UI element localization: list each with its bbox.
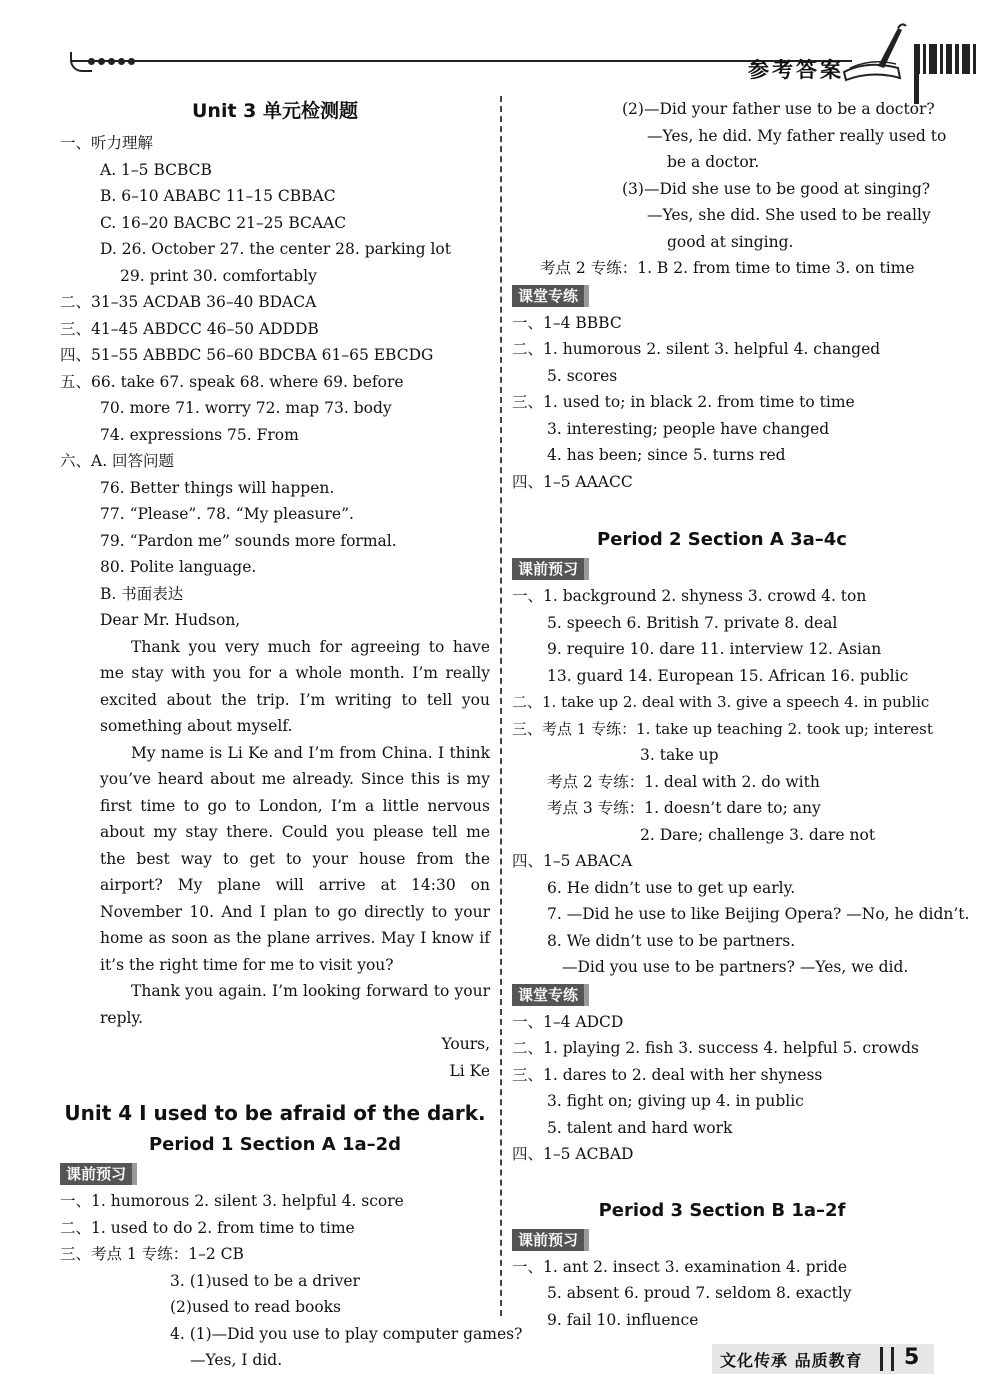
answer-line: B. 6–10 ABABC 11–15 CBBAC: [100, 187, 336, 205]
answer-line: 四、51–55 ABBDC 56–60 BDCBA 61–65 EBCDG: [60, 346, 434, 364]
answer-line: 三、1. used to; in black 2. from time to time: [512, 393, 855, 411]
answer-line: 29. print 30. comfortably: [120, 266, 317, 285]
header-dots-ornament: [88, 50, 148, 60]
letter-paragraph: Thank you again. I’m looking forward to your reply.: [100, 982, 490, 1027]
answer-line: A. 1–5 BCBCB: [100, 160, 212, 179]
footer-banner: [712, 1344, 934, 1374]
period3-title: Period 3 Section B 1a–2f: [598, 1199, 846, 1221]
answer-line: B. 书面表达: [100, 584, 184, 603]
preview-tag: 课前预习: [512, 558, 589, 580]
answer-line: 3. (1)used to be a driver: [170, 1271, 360, 1290]
answer-line: 四、1–5 AAACC: [512, 472, 633, 491]
answer-line: 5. speech 6. British 7. private 8. deal: [547, 613, 838, 632]
answer-line: 2. Dare; challenge 3. dare not: [640, 825, 876, 844]
answer-line: 一、1–4 BBBC: [512, 313, 622, 332]
answer-line: 9. require 10. dare 11. interview 12. Asian: [547, 640, 882, 658]
answer-line: 79. “Pardon me” sounds more formal.: [100, 531, 397, 550]
pen-book-icon: [838, 22, 908, 84]
answer-line: 5. talent and hard work: [547, 1118, 733, 1137]
answer-line: 一、听力理解: [60, 134, 154, 152]
answer-line: 74. expressions 75. From: [100, 425, 299, 444]
answer-line: —Yes, he did. My father really used to: [647, 126, 947, 145]
answer-line: 8. We didn’t use to be partners.: [547, 931, 796, 950]
preview-tag: 课前预习: [512, 1229, 589, 1251]
answer-line: 考点 2 专练：1. B 2. from time to time 3. on time: [540, 259, 915, 277]
answer-line: 一、1. background 2. shyness 3. crowd 4. ton: [512, 587, 867, 605]
answer-line: 二、1. take up 2. deal with 3. give a speech 4. in public: [512, 693, 930, 711]
class-practice-tag: 课堂专练: [512, 285, 589, 307]
answer-line: 5. absent 6. proud 7. seldom 8. exactly: [547, 1284, 852, 1302]
answer-line: (2)—Did your father use to be a doctor?: [622, 100, 935, 118]
unit4-title: Unit 4 I used to be afraid of the dark.: [64, 1101, 486, 1125]
answer-line: 5. scores: [547, 366, 618, 385]
answer-line: D. 26. October 27. the center 28. parking lot: [100, 240, 451, 258]
period1-title: Period 1 Section A 1a–2d: [148, 1134, 402, 1155]
letter-greeting: Dear Mr. Hudson,: [100, 611, 241, 629]
answer-line: 3. interesting; people have changed: [547, 419, 830, 438]
answer-line: 80. Polite language.: [100, 558, 257, 576]
answer-line: (3)—Did she use to be good at singing?: [622, 179, 931, 198]
answer-line: 四、1–5 ABACA: [512, 852, 633, 870]
header-label: 参考答案: [748, 58, 844, 82]
answer-line: 二、1. playing 2. fish 3. success 4. helpful 5. crowds: [512, 1039, 919, 1057]
answer-line: —Did you use to be partners? —Yes, we did.: [562, 958, 909, 976]
answer-line: 二、1. used to do 2. from time to time: [60, 1218, 355, 1237]
answer-line: —Yes, she did. She used to be really: [647, 206, 931, 224]
answer-line: 三、考点 1 专练：1–2 CB: [60, 1245, 244, 1263]
answer-line: 三、41–45 ABDCC 46–50 ADDDB: [60, 319, 319, 338]
letter-closing: Yours,: [441, 1035, 490, 1053]
footer-slogan: 文化传承 品质教育: [720, 1351, 863, 1370]
answer-line: 4. has been; since 5. turns red: [547, 446, 786, 464]
barcode-icon: [914, 44, 986, 78]
page-number: 5: [904, 1345, 920, 1370]
answer-line: 二、31–35 ACDAB 36–40 BDACA: [60, 293, 317, 311]
answer-line: 四、1–5 ACBAD: [512, 1145, 634, 1163]
preview-tag: 课前预习: [60, 1163, 137, 1185]
letter-paragraph: Thank you very much for agreeing to have me stay with you for a whole month. I’m really excited about the trip. I’m writing to tell you something about myself.: [100, 637, 490, 735]
answer-line: 3. take up: [640, 746, 719, 764]
class-practice-tag: 课堂专练: [512, 984, 589, 1006]
column-divider: [500, 96, 502, 1316]
answer-line: C. 16–20 BACBC 21–25 BCAAC: [100, 213, 347, 232]
period2-title: Period 2 Section A 3a–4c: [597, 529, 847, 550]
answer-line: 76. Better things will happen.: [100, 478, 335, 497]
footer-bars-ornament: [880, 1347, 894, 1371]
answer-line: 考点 2 专练：1. deal with 2. do with: [547, 772, 820, 791]
answer-line: 70. more 71. worry 72. map 73. body: [100, 399, 392, 417]
answer-line: 7. —Did he use to like Beijing Opera? —No, he didn’t.: [547, 905, 970, 923]
answer-line: 6. He didn’t use to get up early.: [547, 878, 796, 897]
answer-line: 三、考点 1 专练：1. take up teaching 2. took up; interest: [512, 719, 933, 738]
answer-line: 77. “Please”. 78. “My pleasure”.: [100, 505, 354, 523]
answer-line: good at singing.: [667, 232, 794, 251]
answer-line: 一、1. humorous 2. silent 3. helpful 4. score: [60, 1192, 404, 1210]
answer-line: 三、1. dares to 2. deal with her shyness: [512, 1065, 823, 1084]
answer-line: (2)used to read books: [170, 1298, 342, 1316]
letter-paragraph: My name is Li Ke and I’m from China. I think you’ve heard about me already. Since this is my first time to go to London, I’m a little nervous about my stay there. Could you please tell me the best way to get to your house from the airport? My plane will arrive at 14:30 on November 10. And I plan to go directly to your home as soon as the plane arrives. May I know if it’s the right time for me to visit you?: [100, 743, 490, 974]
answer-line: 4. (1)—Did you use to play computer games?: [170, 1324, 523, 1343]
answer-line: 13. guard 14. European 15. African 16. public: [547, 666, 909, 685]
answer-line: 一、1–4 ADCD: [512, 1012, 624, 1031]
answer-line: 五、66. take 67. speak 68. where 69. before: [60, 372, 404, 391]
unit3-title: Unit 3 单元检测题: [192, 100, 358, 122]
header-rule: [72, 60, 852, 62]
answer-line: 9. fail 10. influence: [547, 1310, 699, 1329]
answer-line: 一、1. ant 2. insect 3. examination 4. pride: [512, 1257, 847, 1276]
answer-line: 考点 3 专练：1. doesn’t dare to; any: [547, 799, 821, 817]
answer-line: 六、A. 回答问题: [60, 452, 175, 470]
answer-line: —Yes, I did.: [190, 1351, 283, 1369]
answer-line: be a doctor.: [667, 153, 760, 171]
right-column: [512, 96, 970, 1333]
letter-signature: Li Ke: [449, 1061, 490, 1080]
left-column: [60, 96, 523, 1374]
answer-line: 二、1. humorous 2. silent 3. helpful 4. changed: [512, 340, 881, 358]
answer-line: 3. fight on; giving up 4. in public: [547, 1092, 804, 1110]
